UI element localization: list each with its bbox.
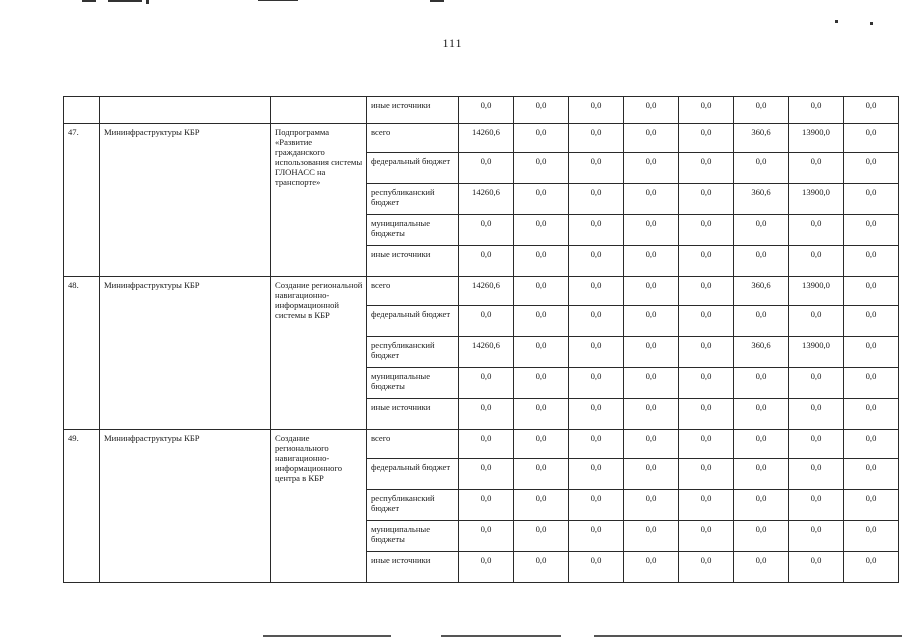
amount-cell: 0,0 (844, 337, 899, 368)
amount-cell: 0,0 (789, 153, 844, 184)
funding-source-cell: иные источники (367, 552, 459, 583)
amount-cell: 0,0 (679, 552, 734, 583)
amount-cell: 0,0 (789, 459, 844, 490)
amount-cell: 0,0 (734, 490, 789, 521)
amount-cell: 0,0 (844, 459, 899, 490)
funding-source-cell: федеральный бюджет (367, 306, 459, 337)
funding-source-cell: республиканский бюджет (367, 490, 459, 521)
funding-source-cell: республиканский бюджет (367, 184, 459, 215)
amount-cell: 0,0 (679, 153, 734, 184)
amount-cell: 0,0 (789, 97, 844, 124)
funding-source-cell: всего (367, 124, 459, 153)
amount-cell: 13900,0 (789, 124, 844, 153)
amount-cell: 0,0 (734, 399, 789, 430)
amount-cell: 0,0 (734, 521, 789, 552)
funding-source-cell: республиканский бюджет (367, 337, 459, 368)
entry-number-cell: 49. (64, 430, 100, 583)
funding-source-cell: муниципальные бюджеты (367, 368, 459, 399)
amount-cell: 0,0 (679, 490, 734, 521)
funding-source-cell: федеральный бюджет (367, 459, 459, 490)
amount-cell: 0,0 (459, 153, 514, 184)
amount-cell: 0,0 (734, 306, 789, 337)
amount-cell: 0,0 (459, 215, 514, 246)
amount-cell: 0,0 (734, 459, 789, 490)
amount-cell: 0,0 (734, 430, 789, 459)
funding-source-cell: иные источники (367, 246, 459, 277)
amount-cell: 0,0 (844, 184, 899, 215)
amount-cell: 0,0 (569, 215, 624, 246)
amount-cell: 0,0 (569, 246, 624, 277)
amount-cell: 0,0 (734, 368, 789, 399)
amount-cell: 0,0 (514, 246, 569, 277)
amount-cell: 0,0 (569, 184, 624, 215)
amount-cell: 0,0 (624, 277, 679, 306)
amount-cell: 0,0 (569, 306, 624, 337)
scan-artifact-line (441, 635, 561, 637)
amount-cell: 0,0 (514, 124, 569, 153)
amount-cell: 0,0 (679, 399, 734, 430)
scan-artifact-mark (258, 0, 298, 1)
amount-cell: 0,0 (844, 490, 899, 521)
amount-cell: 0,0 (569, 277, 624, 306)
amount-cell: 0,0 (569, 337, 624, 368)
amount-cell: 360,6 (734, 184, 789, 215)
amount-cell: 0,0 (459, 399, 514, 430)
amount-cell: 0,0 (789, 521, 844, 552)
amount-cell: 0,0 (569, 459, 624, 490)
executor-cell: Мининфраструктуры КБР (100, 430, 271, 583)
table-row (64, 430, 899, 459)
scan-artifact-mark (82, 0, 96, 2)
amount-cell: 13900,0 (789, 184, 844, 215)
amount-cell: 0,0 (514, 97, 569, 124)
amount-cell: 0,0 (789, 399, 844, 430)
amount-cell: 0,0 (569, 521, 624, 552)
amount-cell: 0,0 (844, 399, 899, 430)
amount-cell: 360,6 (734, 337, 789, 368)
amount-cell: 0,0 (459, 246, 514, 277)
scan-artifact-mark (430, 0, 444, 2)
amount-cell: 0,0 (624, 368, 679, 399)
amount-cell: 0,0 (679, 246, 734, 277)
amount-cell: 0,0 (624, 430, 679, 459)
page-number: 111 (442, 36, 463, 50)
amount-cell: 0,0 (844, 124, 899, 153)
entry-number-cell: 48. (64, 277, 100, 430)
amount-cell: 0,0 (679, 277, 734, 306)
amount-cell: 0,0 (789, 490, 844, 521)
amount-cell: 0,0 (679, 337, 734, 368)
amount-cell: 0,0 (569, 153, 624, 184)
executor-cell: Мининфраструктуры КБР (100, 277, 271, 430)
table-row (64, 277, 899, 306)
amount-cell: 0,0 (514, 430, 569, 459)
amount-cell: 0,0 (624, 399, 679, 430)
amount-cell: 0,0 (679, 184, 734, 215)
amount-cell: 13900,0 (789, 277, 844, 306)
amount-cell: 0,0 (624, 490, 679, 521)
amount-cell: 0,0 (569, 490, 624, 521)
amount-cell: 0,0 (514, 215, 569, 246)
amount-cell: 0,0 (459, 306, 514, 337)
amount-cell: 0,0 (679, 215, 734, 246)
amount-cell: 0,0 (844, 430, 899, 459)
amount-cell: 0,0 (459, 552, 514, 583)
amount-cell: 0,0 (569, 552, 624, 583)
scan-artifact-line (594, 635, 902, 637)
executor-cell: Мининфраструктуры КБР (100, 124, 271, 277)
amount-cell: 14260,6 (459, 337, 514, 368)
funding-source-cell: всего (367, 277, 459, 306)
measure-name-cell (271, 97, 367, 124)
amount-cell: 0,0 (459, 430, 514, 459)
amount-cell: 0,0 (789, 368, 844, 399)
amount-cell: 0,0 (844, 246, 899, 277)
amount-cell: 0,0 (569, 399, 624, 430)
amount-cell: 0,0 (459, 97, 514, 124)
amount-cell: 0,0 (789, 306, 844, 337)
table-row (64, 97, 899, 124)
amount-cell: 0,0 (514, 399, 569, 430)
amount-cell: 0,0 (514, 277, 569, 306)
amount-cell: 360,6 (734, 277, 789, 306)
amount-cell: 0,0 (514, 153, 569, 184)
amount-cell: 13900,0 (789, 337, 844, 368)
amount-cell: 0,0 (569, 368, 624, 399)
amount-cell: 0,0 (789, 215, 844, 246)
amount-cell: 0,0 (514, 184, 569, 215)
amount-cell: 0,0 (624, 459, 679, 490)
scan-artifact-mark (146, 0, 149, 4)
amount-cell: 0,0 (624, 124, 679, 153)
amount-cell: 0,0 (844, 552, 899, 583)
measure-name-cell: Создание регионального навигационно-информационного центра в КБР (271, 430, 367, 583)
amount-cell: 0,0 (679, 368, 734, 399)
scan-artifact-mark (835, 20, 838, 23)
scan-artifact-mark (870, 22, 873, 25)
amount-cell: 0,0 (844, 153, 899, 184)
executor-cell (100, 97, 271, 124)
amount-cell: 0,0 (734, 246, 789, 277)
amount-cell: 14260,6 (459, 184, 514, 215)
budget-table (63, 96, 899, 583)
entry-number-cell: 47. (64, 124, 100, 277)
amount-cell: 0,0 (844, 215, 899, 246)
amount-cell: 0,0 (514, 459, 569, 490)
amount-cell: 0,0 (459, 459, 514, 490)
amount-cell: 0,0 (569, 430, 624, 459)
funding-source-cell: муниципальные бюджеты (367, 215, 459, 246)
amount-cell: 0,0 (514, 306, 569, 337)
funding-source-cell: всего (367, 430, 459, 459)
amount-cell: 0,0 (624, 552, 679, 583)
entry-number-cell (64, 97, 100, 124)
amount-cell: 0,0 (679, 521, 734, 552)
amount-cell: 0,0 (459, 490, 514, 521)
amount-cell: 0,0 (734, 97, 789, 124)
amount-cell: 0,0 (514, 490, 569, 521)
amount-cell: 0,0 (844, 368, 899, 399)
amount-cell: 0,0 (679, 430, 734, 459)
scan-artifact-line (263, 635, 391, 637)
amount-cell: 0,0 (789, 246, 844, 277)
measure-name-cell: Подпрограмма «Развитие гражданского использования системы ГЛОНАСС на транспорте» (271, 124, 367, 277)
amount-cell: 360,6 (734, 124, 789, 153)
measure-name-cell: Создание региональной навигационно-информационной системы в КБР (271, 277, 367, 430)
scan-artifact-mark (108, 0, 142, 2)
amount-cell: 0,0 (679, 306, 734, 337)
funding-source-cell: иные источники (367, 399, 459, 430)
amount-cell: 0,0 (734, 552, 789, 583)
amount-cell: 0,0 (789, 430, 844, 459)
amount-cell: 0,0 (624, 184, 679, 215)
amount-cell: 0,0 (679, 459, 734, 490)
amount-cell: 0,0 (624, 521, 679, 552)
amount-cell: 0,0 (624, 306, 679, 337)
amount-cell: 0,0 (569, 97, 624, 124)
amount-cell: 0,0 (514, 521, 569, 552)
amount-cell: 0,0 (844, 521, 899, 552)
amount-cell: 0,0 (569, 124, 624, 153)
amount-cell: 0,0 (624, 337, 679, 368)
amount-cell: 0,0 (514, 337, 569, 368)
amount-cell: 0,0 (734, 215, 789, 246)
amount-cell: 0,0 (514, 368, 569, 399)
funding-source-cell: федеральный бюджет (367, 153, 459, 184)
amount-cell: 0,0 (624, 215, 679, 246)
amount-cell: 0,0 (679, 124, 734, 153)
amount-cell: 0,0 (844, 306, 899, 337)
amount-cell: 14260,6 (459, 277, 514, 306)
funding-source-cell: муниципальные бюджеты (367, 521, 459, 552)
amount-cell: 0,0 (789, 552, 844, 583)
amount-cell: 0,0 (514, 552, 569, 583)
table-row (64, 124, 899, 153)
amount-cell: 0,0 (624, 246, 679, 277)
amount-cell: 0,0 (679, 97, 734, 124)
amount-cell: 0,0 (624, 153, 679, 184)
amount-cell: 14260,6 (459, 124, 514, 153)
amount-cell: 0,0 (459, 368, 514, 399)
amount-cell: 0,0 (734, 153, 789, 184)
amount-cell: 0,0 (624, 97, 679, 124)
amount-cell: 0,0 (459, 521, 514, 552)
amount-cell: 0,0 (844, 277, 899, 306)
amount-cell: 0,0 (844, 97, 899, 124)
funding-source-cell: иные источники (367, 97, 459, 124)
